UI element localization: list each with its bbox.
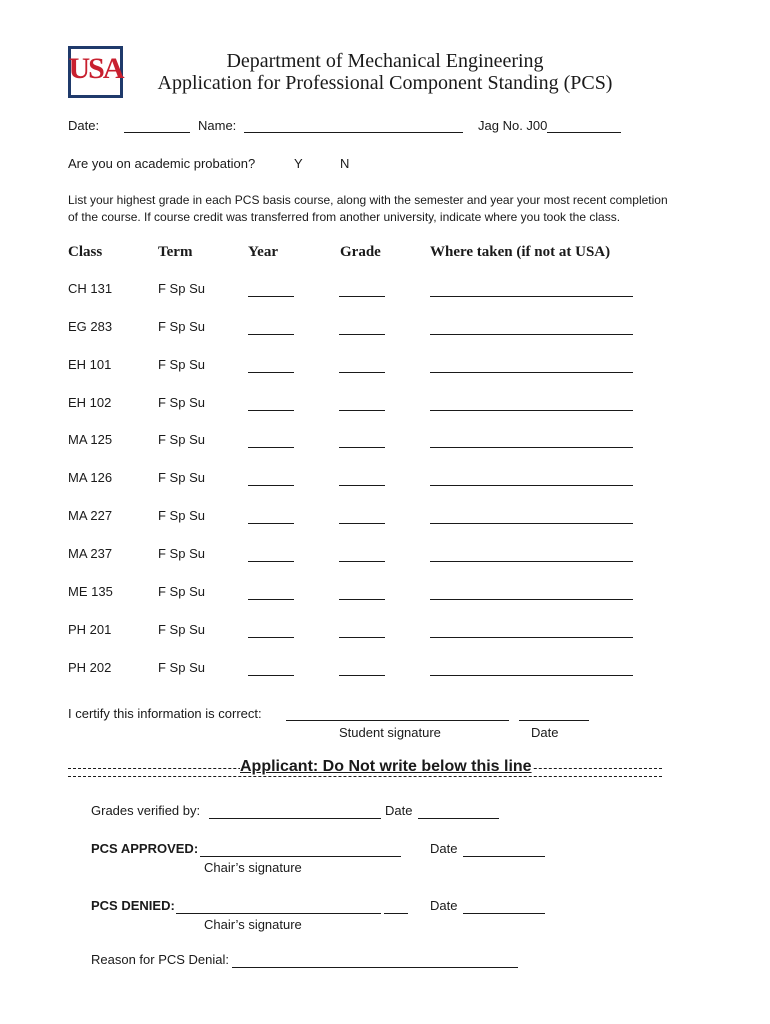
approved-signature-field[interactable] <box>200 856 401 857</box>
page-title: Department of Mechanical Engineering <box>226 50 544 72</box>
denied-signature-field-extra[interactable] <box>384 913 408 914</box>
where-taken-field[interactable] <box>430 637 633 638</box>
grades-verified-label: Grades verified by: <box>91 803 201 818</box>
student-signature-field[interactable] <box>286 720 509 721</box>
column-header-term: Term <box>158 244 193 260</box>
approved-chair-signature-label: Chair’s signature <box>204 860 302 875</box>
applicant-warning: Applicant: Do Not write below this line <box>240 758 532 775</box>
probation-question: Are you on academic probation? <box>68 156 256 171</box>
class-name: EH 102 <box>68 395 112 410</box>
term-options[interactable]: F Sp Su <box>158 508 205 523</box>
grades-verified-field[interactable] <box>209 818 381 819</box>
student-signature-label: Student signature <box>339 725 441 740</box>
term-options[interactable]: F Sp Su <box>158 319 205 334</box>
denied-date-label: Date <box>430 898 458 913</box>
name-label: Name: <box>198 118 237 133</box>
where-taken-field[interactable] <box>430 561 633 562</box>
where-taken-field[interactable] <box>430 296 633 297</box>
year-field[interactable] <box>248 675 294 676</box>
denial-reason-field[interactable] <box>232 967 518 968</box>
class-name: MA 125 <box>68 432 113 447</box>
name-field[interactable] <box>244 132 463 133</box>
column-header-year: Year <box>248 244 278 260</box>
grade-field[interactable] <box>339 447 385 448</box>
certify-date-field[interactable] <box>519 720 589 721</box>
term-options[interactable]: F Sp Su <box>158 357 205 372</box>
certify-date-label: Date <box>531 725 559 740</box>
year-field[interactable] <box>248 599 294 600</box>
where-taken-field[interactable] <box>430 410 633 411</box>
year-field[interactable] <box>248 523 294 524</box>
where-taken-field[interactable] <box>430 485 633 486</box>
denied-signature-field[interactable] <box>176 913 381 914</box>
probation-yes[interactable]: Y <box>294 156 303 171</box>
year-field[interactable] <box>248 296 294 297</box>
where-taken-field[interactable] <box>430 334 633 335</box>
grade-field[interactable] <box>339 485 385 486</box>
term-options[interactable]: F Sp Su <box>158 281 205 296</box>
class-name: EH 101 <box>68 357 112 372</box>
term-options[interactable]: F Sp Su <box>158 470 205 485</box>
verified-date-field[interactable] <box>418 818 499 819</box>
term-options[interactable]: F Sp Su <box>158 395 205 410</box>
probation-no[interactable]: N <box>340 156 350 171</box>
date-label: Date: <box>68 118 100 133</box>
denial-reason-label: Reason for PCS Denial: <box>91 952 230 967</box>
year-field[interactable] <box>248 561 294 562</box>
class-name: MA 126 <box>68 470 113 485</box>
class-name: PH 202 <box>68 660 112 675</box>
class-name: MA 227 <box>68 508 113 523</box>
grade-field[interactable] <box>339 334 385 335</box>
grade-field[interactable] <box>339 561 385 562</box>
term-options[interactable]: F Sp Su <box>158 660 205 675</box>
class-name: PH 201 <box>68 622 112 637</box>
grade-field[interactable] <box>339 296 385 297</box>
class-name: ME 135 <box>68 584 113 599</box>
instructions-line-1: List your highest grade in each PCS basis course, along with the semester and year your most recent completion <box>68 193 668 207</box>
page-subtitle: Application for Professional Component Standing (PCS) <box>157 72 613 94</box>
year-field[interactable] <box>248 410 294 411</box>
pcs-denied-label: PCS DENIED: <box>91 898 175 913</box>
year-field[interactable] <box>248 334 294 335</box>
grade-field[interactable] <box>339 372 385 373</box>
denied-chair-signature-label: Chair’s signature <box>204 917 302 932</box>
year-field[interactable] <box>248 485 294 486</box>
year-field[interactable] <box>248 447 294 448</box>
column-header-grade: Grade <box>340 244 381 260</box>
certify-statement: I certify this information is correct: <box>68 706 262 721</box>
logo-text: USA <box>68 52 123 85</box>
instructions-line-2: of the course. If course credit was transferred from another university, indicate where you took the class. <box>68 210 621 224</box>
term-options[interactable]: F Sp Su <box>158 432 205 447</box>
where-taken-field[interactable] <box>430 523 633 524</box>
term-options[interactable]: F Sp Su <box>158 546 205 561</box>
class-name: EG 283 <box>68 319 113 334</box>
denied-date-field[interactable] <box>463 913 545 914</box>
jag-label: Jag No. J00 <box>478 118 548 133</box>
where-taken-field[interactable] <box>430 372 633 373</box>
where-taken-field[interactable] <box>430 675 633 676</box>
divider-line-bottom <box>68 776 662 777</box>
term-options[interactable]: F Sp Su <box>158 584 205 599</box>
where-taken-field[interactable] <box>430 447 633 448</box>
grade-field[interactable] <box>339 410 385 411</box>
year-field[interactable] <box>248 372 294 373</box>
grade-field[interactable] <box>339 523 385 524</box>
approved-date-label: Date <box>430 841 458 856</box>
column-header-class: Class <box>68 244 103 260</box>
class-name: MA 237 <box>68 546 113 561</box>
grade-field[interactable] <box>339 675 385 676</box>
pcs-approved-label: PCS APPROVED: <box>91 841 199 856</box>
class-name: CH 131 <box>68 281 113 296</box>
column-header-where-taken: Where taken (if not at USA) <box>430 244 611 260</box>
jag-number-field[interactable] <box>547 132 621 133</box>
grade-field[interactable] <box>339 637 385 638</box>
date-field[interactable] <box>124 132 190 133</box>
grade-field[interactable] <box>339 599 385 600</box>
approved-date-field[interactable] <box>463 856 545 857</box>
verified-date-label: Date <box>385 803 413 818</box>
where-taken-field[interactable] <box>430 599 633 600</box>
year-field[interactable] <box>248 637 294 638</box>
term-options[interactable]: F Sp Su <box>158 622 205 637</box>
